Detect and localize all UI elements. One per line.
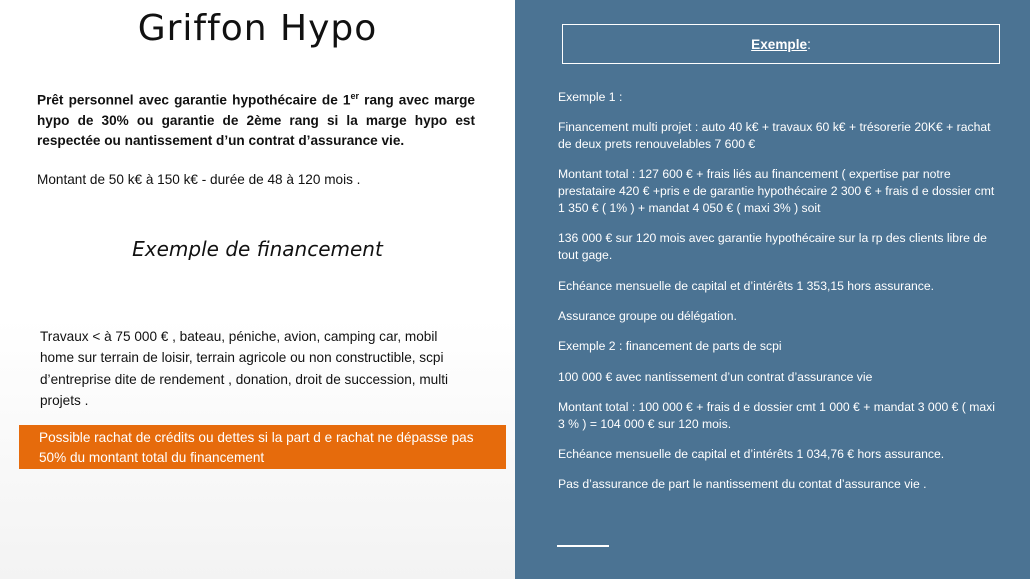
example-line: 100 000 € avec nantissement d’un contrat d’assurance vie — [558, 369, 873, 384]
example-line: Financement multi projet : auto 40 k€ + travaux 60 k€ + trésorerie 20K€ + rachat de deux prets renouvelables 7 600 € — [558, 120, 991, 152]
rank-superscript: er — [350, 91, 360, 101]
footer-divider — [557, 545, 609, 547]
example-line: Echéance mensuelle de capital et d’intérêts 1 353,15 hors assurance. — [558, 278, 935, 293]
loan-description-start: Prêt personnel avec garantie hypothécaire de 1 — [37, 92, 351, 108]
financing-uses: Travaux < à 75 000 € , bateau, péniche, avion, camping car, mobil home sur terrain de loisir, terrain agricole ou non constructible, scpi d’entreprise dite de rendement , donation, droit de succession, multi projets . — [40, 329, 449, 409]
example-line: Assurance groupe ou délégation. — [558, 308, 737, 323]
loan-amount-duration: Montant de 50 k€ à 150 k€ - durée de 48 à 120 mois . — [37, 172, 361, 187]
example-details — [558, 89, 998, 507]
example-line: Exemple 1 : — [558, 90, 623, 104]
example-line: 136 000 € sur 120 mois avec garantie hypothécaire sur la rp des clients libre de tout gage. — [558, 231, 987, 263]
section-subtitle: Exemple de financement — [132, 237, 383, 261]
example-header-colon: : — [807, 36, 811, 52]
loan-description-end: rang avec marge hypo de 30% ou garantie de 2ème rang si la marge hypo est respectée ou nantissement d’un contrat d’assurance vie. — [37, 92, 475, 149]
example-header-box — [562, 24, 1000, 64]
example-line: Montant total : 127 600 € + frais liés au financement ( expertise par notre prestataire 420 € +pris e de garantie hypothécaire 2 300 € + frais d e dossier cmt 1 350 € ( 1% ) + mandat 4 050 € ( maxi 3% ) soit — [558, 167, 995, 216]
page-title: Griffon Hypo — [137, 8, 378, 49]
example-line: Montant total : 100 000 € + frais d e dossier cmt 1 000 € + mandat 3 000 € ( maxi 3 % ) = 104 000 € sur 120 mois. — [558, 399, 995, 431]
highlight-box — [19, 425, 506, 469]
highlight-text: Possible rachat de crédits ou dettes si la part d e rachat ne dépasse pas 50% du montant total du financement — [39, 430, 474, 466]
example-line: Pas d’assurance de part le nantissement du contat d’assurance vie . — [558, 477, 927, 492]
example-header-label: Exemple — [751, 36, 808, 52]
example-line: Echéance mensuelle de capital et d’intérêts 1 034,76 € hors assurance. — [558, 447, 945, 462]
loan-description — [37, 90, 475, 152]
example-line: Exemple 2 : financement de parts de scpi — [558, 339, 782, 354]
